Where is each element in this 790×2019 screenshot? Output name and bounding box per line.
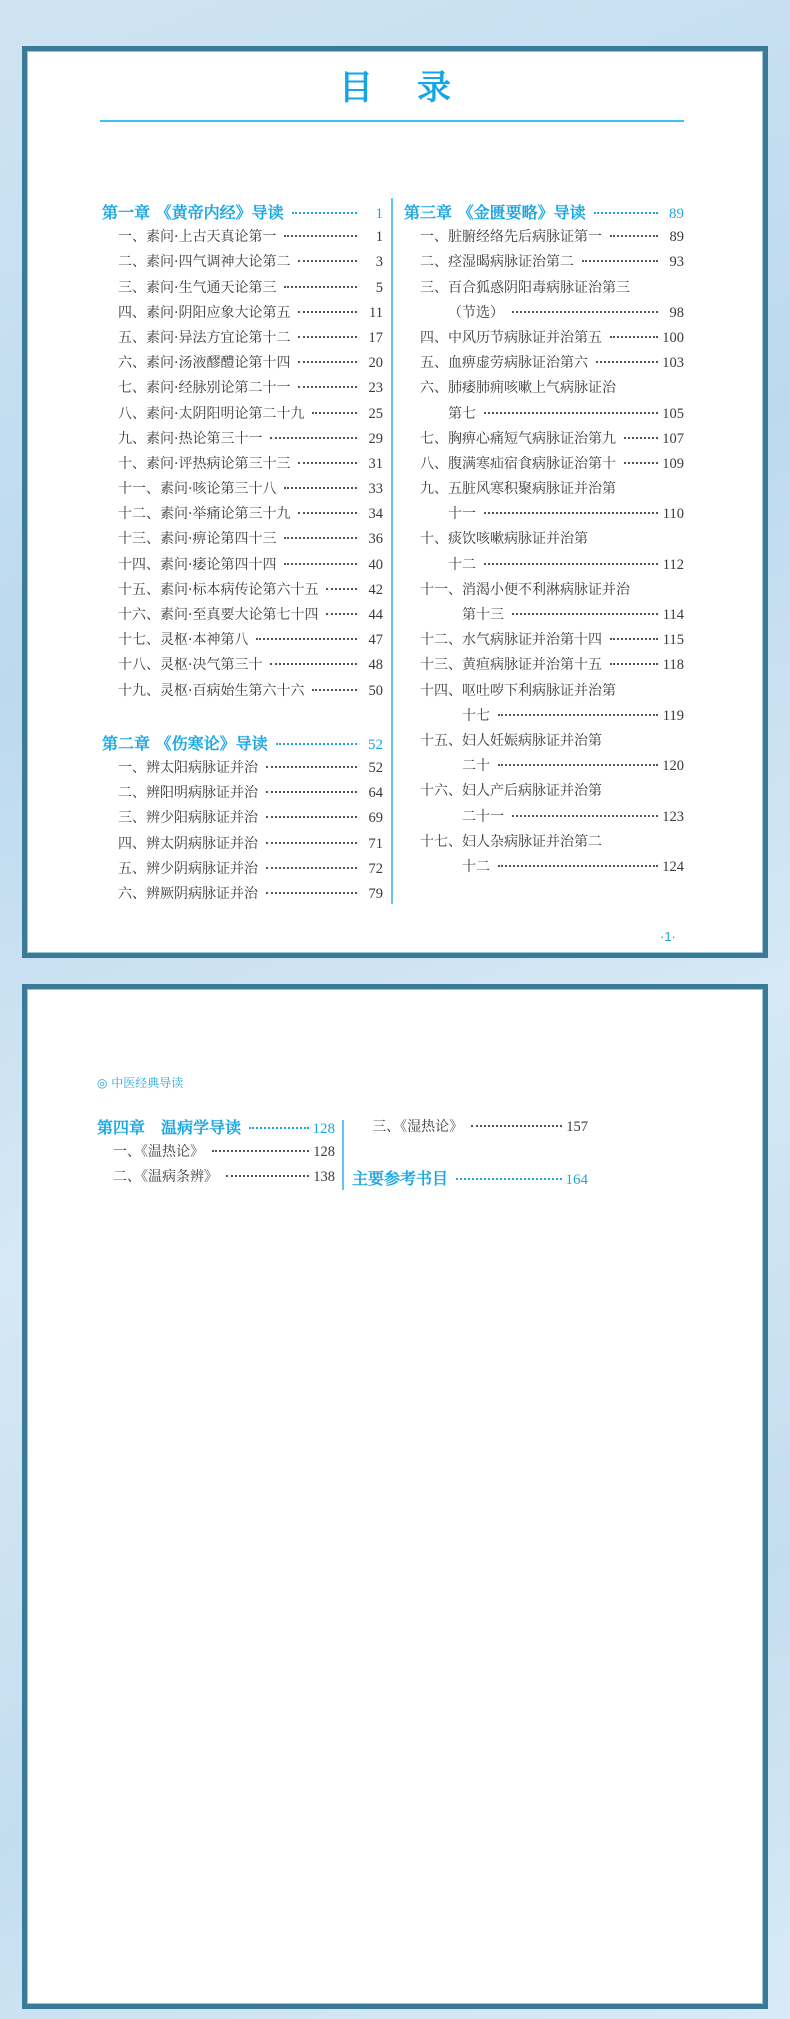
- dot-leader: [456, 1178, 561, 1180]
- page-ref: 123: [662, 808, 684, 825]
- entry-title: （节选）: [448, 304, 504, 321]
- toc-left-column-p2: [97, 1115, 335, 1191]
- entry-title: 十二: [462, 858, 490, 875]
- page-ref: 34: [368, 506, 383, 523]
- toc-entry[interactable]: [102, 276, 383, 301]
- entry-title: 十八、灵枢·决气第三十: [118, 657, 263, 674]
- page-ref: 138: [313, 1169, 335, 1186]
- toc-entry-continued[interactable]: [404, 805, 684, 830]
- entry-title: 十一、素问·咳论第三十八: [118, 481, 277, 498]
- entry-title: 十七、灵枢·本神第八: [118, 632, 249, 649]
- dot-leader: [292, 212, 357, 214]
- entry-title: 六、辨厥阴病脉证并治: [118, 885, 258, 902]
- dot-leader: [270, 663, 357, 665]
- entry-title: 一、脏腑经络先后病脉证第一: [420, 229, 602, 246]
- entry-title: 三、《湿热论》: [372, 1119, 464, 1135]
- dot-leader: [512, 613, 658, 615]
- toc-entry[interactable]: [102, 225, 383, 250]
- entry-title: 二、辨阳明病脉证并治: [118, 785, 258, 802]
- toc-entry-continued[interactable]: [404, 502, 684, 527]
- dot-leader: [610, 663, 658, 665]
- toc-entry[interactable]: [404, 729, 684, 754]
- chapter-heading[interactable]: [97, 1115, 335, 1140]
- page-ref: 25: [368, 405, 383, 422]
- dot-leader: [596, 361, 658, 363]
- toc-entry[interactable]: [102, 452, 383, 477]
- page-ref: 109: [662, 455, 684, 472]
- chapter-heading[interactable]: [102, 200, 383, 225]
- entry-title: 四、素问·阴阳应象大论第五: [118, 304, 291, 321]
- entry-title: 十、素问·评热病论第三十三: [118, 455, 291, 472]
- toc-entry[interactable]: [404, 527, 684, 552]
- toc-entry[interactable]: [404, 653, 684, 678]
- chapter-title: 主要参考书目: [352, 1169, 449, 1189]
- toc-entry[interactable]: [102, 882, 383, 907]
- entry-title: 八、素问·太阴阳明论第二十九: [118, 405, 305, 422]
- page-ref: 119: [662, 707, 684, 724]
- toc-entry[interactable]: [102, 301, 383, 326]
- dot-leader: [249, 1127, 308, 1129]
- dot-leader: [266, 791, 357, 793]
- page-number: ·1·: [660, 929, 676, 944]
- toc-entry[interactable]: [102, 376, 383, 401]
- dot-leader: [610, 336, 658, 338]
- toc-entry[interactable]: [102, 502, 383, 527]
- toc-entry[interactable]: [404, 351, 684, 376]
- entry-title: 一、辨太阳病脉证并治: [118, 759, 258, 776]
- entry-title: 二十一: [462, 808, 504, 825]
- page-ref: 36: [368, 531, 383, 548]
- toc-right-column-p2: [352, 1115, 588, 1191]
- dot-leader: [276, 743, 357, 745]
- page-ref: 11: [369, 304, 383, 321]
- toc-entry[interactable]: [102, 603, 383, 628]
- page-ref: 114: [662, 607, 684, 623]
- entry-title: 二、素问·四气调神大论第二: [118, 254, 291, 271]
- page-ref: 40: [368, 556, 383, 573]
- entry-title: 十三、黄疸病脉证并治第十五: [420, 657, 602, 674]
- page-ref: 100: [662, 329, 684, 346]
- chapter-title: 第四章 温病学导读: [97, 1118, 242, 1137]
- toc-entry[interactable]: [102, 553, 383, 578]
- dot-leader: [498, 865, 658, 867]
- page-ref: 157: [566, 1119, 588, 1135]
- toc-entry[interactable]: [102, 326, 383, 351]
- dot-leader: [484, 412, 658, 414]
- page-ref: 115: [662, 632, 684, 649]
- entry-title: 二、《温病条辨》: [113, 1169, 218, 1186]
- chapter-title: 第一章 《黄帝内经》导读: [102, 203, 284, 222]
- dot-leader: [266, 766, 357, 768]
- entry-title: 七、素问·经脉别论第二十一: [118, 380, 291, 397]
- toc-entry[interactable]: [404, 427, 684, 452]
- dot-leader: [266, 816, 357, 818]
- entry-title: 九、素问·热论第三十一: [118, 430, 263, 447]
- entry-title: 一、素问·上古天真论第一: [118, 229, 277, 246]
- page-ref: 89: [669, 206, 684, 222]
- toc-entry[interactable]: [102, 578, 383, 603]
- chapter-title: 第三章 《金匮要略》导读: [404, 203, 586, 222]
- title-rule: [100, 120, 684, 122]
- dot-leader: [326, 613, 357, 615]
- entry-title: 十二、水气病脉证并治第十四: [420, 632, 602, 649]
- page-ref: 42: [368, 581, 383, 598]
- page-ref: 118: [662, 657, 684, 674]
- toc-entry[interactable]: [102, 756, 383, 781]
- page-ref: 52: [368, 759, 383, 776]
- page-ref: 79: [368, 885, 383, 902]
- page-ref: 1: [375, 229, 383, 246]
- page-ref: 52: [368, 736, 383, 753]
- toc-entry[interactable]: [102, 351, 383, 376]
- page-ref: 17: [368, 329, 383, 346]
- entry-title: 二、痉湿暍病脉证治第二: [420, 254, 574, 271]
- page-ref: 103: [662, 355, 684, 372]
- page-ref: 64: [368, 785, 383, 802]
- toc-entry[interactable]: [102, 781, 383, 806]
- entry-title: 六、素问·汤液醪醴论第十四: [118, 355, 291, 372]
- toc-entry[interactable]: [97, 1140, 335, 1165]
- chapter-heading[interactable]: [404, 200, 684, 225]
- toc-right-column: [404, 200, 684, 880]
- dot-leader: [471, 1125, 562, 1127]
- dot-leader: [312, 412, 357, 414]
- toc-entry[interactable]: [404, 679, 684, 704]
- page-ref: 107: [662, 430, 684, 447]
- dot-leader: [512, 311, 658, 313]
- toc-entry[interactable]: [352, 1115, 588, 1140]
- dot-leader: [298, 512, 357, 514]
- toc-entry[interactable]: [102, 527, 383, 552]
- entry-title: 五、素问·异法方宜论第十二: [118, 329, 291, 346]
- entry-title: 十七、妇人杂病脉证并治第二: [420, 833, 602, 850]
- dot-leader: [312, 689, 357, 691]
- page-ref: 93: [669, 254, 684, 271]
- page-ref: 44: [368, 607, 383, 623]
- chapter-heading[interactable]: [352, 1166, 588, 1191]
- entry-title: 三、辨少阳病脉证并治: [118, 810, 258, 827]
- dot-leader: [610, 235, 658, 237]
- entry-title: 十一: [448, 506, 476, 523]
- entry-title: 十九、灵枢·百病始生第六十六: [118, 682, 305, 699]
- dot-leader: [512, 815, 658, 817]
- dot-leader: [266, 842, 357, 844]
- entry-title: 十二、素问·举痛论第三十九: [118, 506, 291, 523]
- dot-leader: [498, 764, 658, 766]
- dot-leader: [484, 563, 658, 565]
- toc-entry[interactable]: [404, 830, 684, 855]
- toc-entry-continued[interactable]: [404, 603, 684, 628]
- toc-left-column: [102, 200, 383, 907]
- toc-entry[interactable]: [404, 452, 684, 477]
- chapter-heading[interactable]: [102, 731, 383, 756]
- entry-title: 十六、妇人产后病脉证并治第: [420, 783, 602, 800]
- toc-entry[interactable]: [97, 1165, 335, 1190]
- page-ref: 48: [368, 657, 383, 674]
- chapter-title: 第二章 《伤寒论》导读: [102, 733, 268, 753]
- dot-leader: [212, 1150, 309, 1152]
- dot-leader: [298, 336, 357, 338]
- dot-leader: [266, 867, 357, 869]
- toc-entry[interactable]: [404, 250, 684, 275]
- page-ref: 105: [662, 405, 684, 422]
- entry-title: 十三、素问·痹论第四十三: [118, 531, 277, 548]
- page-ref: 124: [662, 858, 684, 875]
- entry-title: 一、《温热论》: [113, 1144, 204, 1161]
- running-head: ◎ 中医经典导读: [97, 1076, 184, 1090]
- toc-entry-continued[interactable]: [404, 301, 684, 326]
- toc-entry[interactable]: [404, 779, 684, 804]
- entry-title: 三、素问·生气通天论第三: [118, 279, 277, 296]
- toc-entry[interactable]: [102, 806, 383, 831]
- toc-entry[interactable]: [102, 857, 383, 882]
- page-ref: 164: [565, 1172, 588, 1189]
- dot-leader: [284, 235, 357, 237]
- page-ref: 128: [312, 1121, 335, 1137]
- toc-entry-continued[interactable]: [404, 402, 684, 427]
- toc-entry[interactable]: [102, 653, 383, 678]
- toc-entry[interactable]: [404, 225, 684, 250]
- dot-leader: [624, 437, 658, 439]
- dot-leader: [266, 892, 357, 894]
- toc-entry[interactable]: [102, 427, 383, 452]
- toc-entry[interactable]: [404, 578, 684, 603]
- dot-leader: [284, 487, 357, 489]
- page-ref: 120: [662, 758, 684, 775]
- entry-title: 五、辨少阴病脉证并治: [118, 860, 258, 877]
- entry-title: 五、血痹虚劳病脉证治第六: [420, 355, 588, 372]
- entry-title: 十五、素问·标本病传论第六十五: [118, 581, 319, 598]
- toc-entry[interactable]: [102, 679, 383, 704]
- dot-leader: [582, 260, 658, 262]
- entry-title: 六、肺痿肺痈咳嗽上气病脉证治: [420, 380, 616, 397]
- page-ref: 72: [368, 860, 383, 877]
- dot-leader: [624, 462, 658, 464]
- dot-leader: [226, 1175, 309, 1177]
- page-ref: 1: [375, 206, 383, 222]
- entry-title: 十五、妇人妊娠病脉证并治第: [420, 732, 602, 749]
- entry-title: 二十: [462, 758, 490, 775]
- page-ref: 112: [662, 556, 684, 573]
- page-ref: 23: [368, 380, 383, 397]
- entry-title: 十二: [448, 556, 476, 573]
- page-ref: 5: [375, 279, 383, 296]
- dot-leader: [594, 212, 658, 214]
- entry-title: 十、痰饮咳嗽病脉证并治第: [420, 531, 588, 548]
- toc-entry[interactable]: [102, 250, 383, 275]
- dot-leader: [298, 386, 357, 388]
- dot-leader: [298, 311, 357, 313]
- dot-leader: [298, 462, 357, 464]
- entry-title: 十七: [462, 707, 490, 724]
- dot-leader: [484, 512, 658, 514]
- entry-title: 四、中风历节病脉证并治第五: [420, 329, 602, 346]
- page-ref: 128: [313, 1144, 335, 1161]
- page-ref: 71: [368, 835, 383, 852]
- entry-title: 四、辨太阴病脉证并治: [118, 835, 258, 852]
- dot-leader: [256, 638, 357, 640]
- dot-leader: [284, 286, 357, 288]
- column-divider-p2: [342, 1120, 344, 1190]
- toc-entry[interactable]: [102, 628, 383, 653]
- dot-leader: [326, 588, 357, 590]
- page-ref: 20: [368, 355, 383, 372]
- entry-title: 十四、素问·痿论第四十四: [118, 556, 277, 573]
- column-divider: [391, 198, 393, 904]
- toc-entry-continued[interactable]: [404, 704, 684, 729]
- toc-entry[interactable]: [404, 628, 684, 653]
- toc-entry-continued[interactable]: [404, 855, 684, 880]
- entry-title: 三、百合狐惑阴阳毒病脉证治第三: [420, 279, 630, 296]
- dot-leader: [298, 361, 357, 363]
- entry-title: 第七: [448, 405, 476, 422]
- entry-title: 八、腹满寒疝宿食病脉证治第十: [420, 455, 616, 472]
- dot-leader: [270, 437, 357, 439]
- entry-title: 第十三: [462, 607, 504, 623]
- entry-title: 七、胸痹心痛短气病脉证治第九: [420, 430, 616, 447]
- toc-entry-continued[interactable]: [404, 553, 684, 578]
- dot-leader: [498, 714, 658, 716]
- toc-entry[interactable]: [102, 832, 383, 857]
- entry-title: 十一、消渴小便不利淋病脉证并治: [420, 581, 630, 598]
- page-ref: 29: [368, 430, 383, 447]
- page-ref: 3: [375, 254, 383, 271]
- page-ref: 110: [662, 506, 684, 523]
- toc-entry[interactable]: [404, 276, 684, 301]
- dot-leader: [284, 537, 357, 539]
- page-ref: 31: [368, 455, 383, 472]
- dot-leader: [298, 260, 357, 262]
- page-title: 目录: [339, 68, 495, 108]
- entry-title: 十四、呕吐哕下利病脉证并治第: [420, 682, 616, 699]
- toc-entry[interactable]: [102, 402, 383, 427]
- dot-leader: [610, 638, 658, 640]
- entry-title: 九、五脏风寒积聚病脉证并治第: [420, 481, 616, 498]
- entry-title: 十六、素问·至真要大论第七十四: [118, 607, 319, 623]
- page-ref: 50: [368, 682, 383, 699]
- toc-entry-continued[interactable]: [404, 754, 684, 779]
- page-ref: 33: [368, 481, 383, 498]
- page-ref: 89: [669, 229, 684, 246]
- page-ref: 47: [368, 632, 383, 649]
- page-ref: 98: [669, 304, 684, 321]
- page-ref: 69: [368, 810, 383, 827]
- toc-entry[interactable]: [404, 376, 684, 401]
- toc-entry[interactable]: [404, 477, 684, 502]
- toc-entry[interactable]: [404, 326, 684, 351]
- toc-entry[interactable]: [102, 477, 383, 502]
- dot-leader: [284, 563, 357, 565]
